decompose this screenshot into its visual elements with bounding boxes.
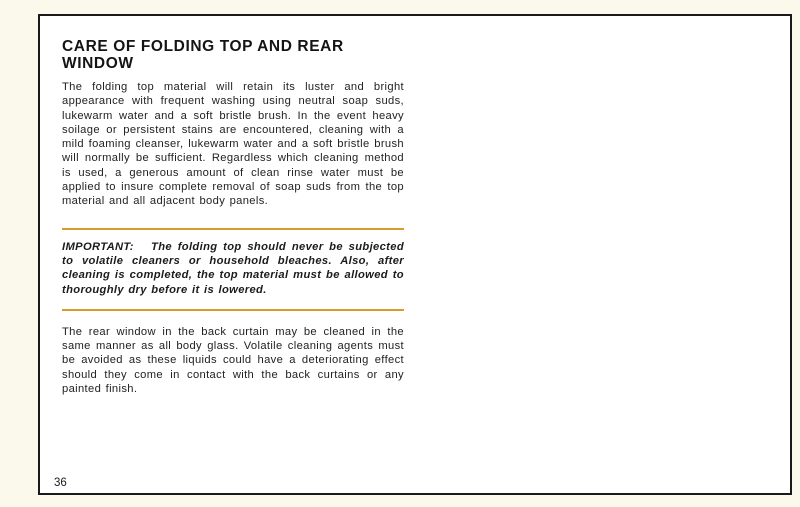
- page-number: 36: [54, 477, 67, 489]
- page-title: CARE OF FOLDING TOP AND REAR WINDOW: [62, 38, 344, 72]
- important-notice: [62, 240, 404, 297]
- divider-rule-top: [62, 228, 404, 230]
- paragraph-rear-window: The rear window in the back curtain may be cleaned in the same manner as all body glass. Volatile cleaning agents must be avoided as these liquids could have a deteriorating effect should they come in contact with the back curtains or any painted finish.: [62, 325, 404, 396]
- divider-rule-bottom: [62, 309, 404, 311]
- page-frame: [38, 14, 792, 495]
- important-label: IMPORTANT:: [62, 240, 134, 253]
- paragraph-folding-top: The folding top material will retain its luster and bright appearance with frequent washing using neutral soap suds, lukewarm water and a soft bristle brush. In the event heavy soilage or persistent stains are encountered, cleaning with a mild foaming cleanser, lukewarm water and a soft bristle brush will normally be sufficient. Regardless which cleaning method is used, a generous amount of clean rinse water must be applied to insure complete removal of soap suds from the top material and all adjacent body panels.: [62, 81, 404, 208]
- important-text: The folding top should never be subjected to volatile cleaners or household bleaches. Also, after cleaning is completed, the top material must be allowed to thoroughly dry before it is lowered.: [62, 240, 405, 296]
- content-column: [62, 38, 404, 396]
